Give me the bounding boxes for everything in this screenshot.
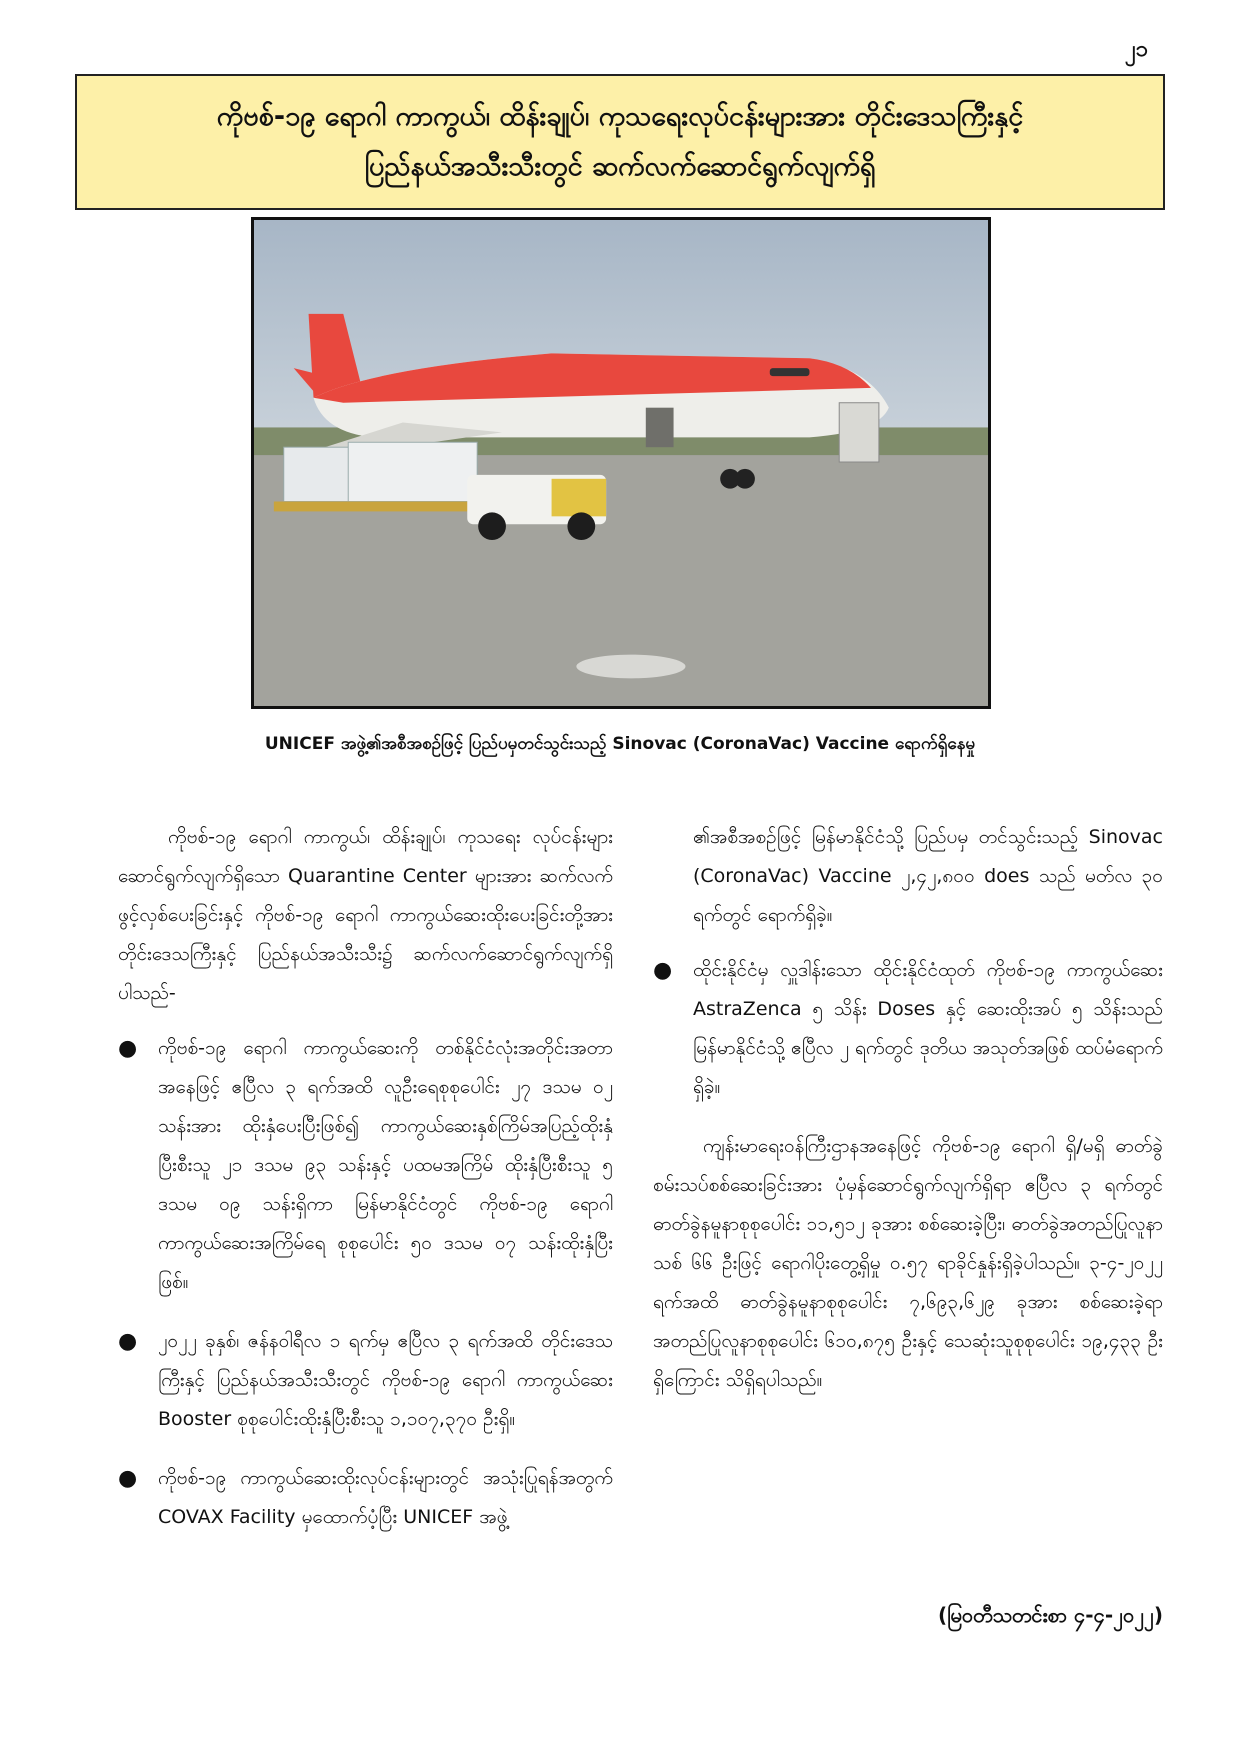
photo-caption: UNICEF အဖွဲ့၏အစီအစဉ်ဖြင့် ပြည်ပမှတင်သွင်းသည့် Sinovac (CoronaVac) Vaccine ရောက်ရှိနေမှု <box>264 734 976 754</box>
headline-line-2: ပြည်နယ်အသီးသီးတွင် ဆက်လက်ဆောင်ရွက်လျက်ရှိ <box>364 151 876 182</box>
right-bullet-list <box>653 951 1163 1107</box>
continued-bullet-text: ၏အစီအစဉ်ဖြင့် မြန်မာနိုင်ငံသို့ ပြည်ပမှ တင်သွင်းသည့် Sinovac (CoronaVac) Vaccine ၂,၄၂,၈၀၀ does သည် မတ်လ ၃၀ ရက်တွင် ရောက်ရှိခဲ့။ <box>693 826 1163 926</box>
list-item <box>118 1459 613 1537</box>
left-bullet-list <box>118 1029 613 1537</box>
page-number: ၂၁ <box>1124 37 1148 62</box>
list-item <box>118 1029 613 1302</box>
bullet-dot-icon: ● <box>118 1466 138 1491</box>
source-credit: (မြဝတီသတင်းစာ ၄-၄-၂၀၂၂) <box>937 1603 1163 1627</box>
list-item-text: ထိုင်းနိုင်ငံမှ လှူဒါန်းသော ထိုင်းနိုင်ငံထုတ် ကိုဗစ်-၁၉ ကာကွယ်ဆေး AstraZenca ၅ သိန်း Doses နှင့် ဆေးထိုးအပ် ၅ သိန်းသည် မြန်မာနိုင်ငံသို့ ဧပြီလ ၂ ရက်တွင် ဒုတိယ အသုတ်အဖြစ် ထပ်မံရောက်ရှိခဲ့။ <box>693 959 1163 1098</box>
list-item <box>653 951 1163 1107</box>
bullet-dot-icon: ● <box>118 1329 138 1354</box>
testing-paragraph: ကျန်းမာရေးဝန်ကြီးဌာနအနေဖြင့် ကိုဗစ်-၁၉ ရောဂါ ရှိ/မရှိ ဓာတ်ခွဲစမ်းသပ်စစ်ဆေးခြင်းအား ပုံမှန်ဆောင်ရွက်လျက်ရှိရာ ဧပြီလ ၃ ရက်တွင် ဓာတ်ခွဲနမူနာစုစုပေါင်း ၁၁,၅၁၂ ခုအား စစ်ဆေးခဲ့ပြီး၊ ဓာတ်ခွဲအတည်ပြုလူနာသစ် ၆၆ ဦးဖြင့် ရောဂါပိုးတွေ့ရှိမှု ၀.၅၇ ရာခိုင်နှုန်းရှိခဲ့ပါသည်။ ၃-၄-၂၀၂၂ ရက်အထိ ဓာတ်ခွဲနမူနာစုစုပေါင်း ၇,၆၉၃,၆၂၉ ခုအား စစ်ဆေးခဲ့ရာ အတည်ပြုလူနာစုစုပေါင်း ၆၁၀,၈၇၅ ဦးနှင့် သေဆုံးသူစုစုပေါင်း ၁၉,၄၃၃ ဦးရှိကြောင်း သိရှိရပါသည်။ <box>653 1135 1163 1391</box>
list-item-text: ၂၀၂၂ ခုနှစ်၊ ဇန်နဝါရီလ ၁ ရက်မှ ဧပြီလ ၃ ရက်အထိ တိုင်းဒေသကြီးနှင့် ပြည်နယ်အသီးသီးတွင် ကိုဗစ်-၁၉ ရောဂါ ကာကွယ်ဆေး Booster စုစုပေါင်းထိုးနှံပြီးစီးသူ ၁,၁၀၇,၃၇၀ ဦးရှိ။ <box>158 1330 613 1430</box>
list-item-text: ကိုဗစ်-၁၉ ရောဂါ ကာကွယ်ဆေးကို တစ်နိုင်ငံလုံးအတိုင်းအတာအနေဖြင့် ဧပြီလ ၃ ရက်အထိ လူဦးရေစုစုပေါင်း ၂၇ ဒသမ ၀၂ သန်းအား ထိုးနှံပေးပြီးဖြစ်၍ ကာကွယ်ဆေးနှစ်ကြိမ်အပြည့်ထိုးနှံပြီးစီးသူ ၂၁ ဒသမ ၉၃ သန်းနှင့် ပထမအကြိမ် ထိုးနှံပြီးစီးသူ ၅ ဒသမ ၀၉ သန်းရှိကာ မြန်မာနိုင်ငံတွင် ကိုဗစ်-၁၉ ရောဂါ ကာကွယ်ဆေးအကြိမ်ရေ စုစုပေါင်း ၅၀ ဒသမ ၀၇ သန်းထိုးနှံပြီးဖြစ်။ <box>158 1037 613 1293</box>
cargo-pallet-2 <box>348 442 477 501</box>
left-column <box>118 818 613 1557</box>
list-item-text: ကိုဗစ်-၁၉ ကာကွယ်ဆေးထိုးလုပ်ငန်းများတွင် အသုံးပြုရန်အတွက် COVAX Facility မှထောက်ပံ့ပြီး UNICEF အဖွဲ့ <box>158 1467 613 1528</box>
bullet-dot-icon: ● <box>118 1036 138 1061</box>
airplane-cargo-illustration <box>254 220 988 706</box>
headline-box <box>75 74 1165 210</box>
bullet-dot-icon: ● <box>653 958 673 983</box>
list-item <box>118 1322 613 1439</box>
headline-line-1: ကိုဗစ်-၁၉ ရောဂါ ကာကွယ်၊ ထိန်းချုပ်၊ ကုသရေးလုပ်ငန်းများအား တိုင်းဒေသကြီးနှင့် <box>216 101 1024 132</box>
intro-paragraph: ကိုဗစ်-၁၉ ရောဂါ ကာကွယ်၊ ထိန်းချုပ်၊ ကုသရေး လုပ်ငန်းများ ဆောင်ရွက်လျက်ရှိသော Quarantine Center များအား ဆက်လက်ဖွင့်လှစ်ပေးခြင်းနှင့် ကိုဗစ်-၁၉ ရောဂါ ကာကွယ်ဆေးထိုးပေးခြင်းတို့အား တိုင်းဒေသကြီးနှင့် ပြည်နယ်အသီးသီး၌ ဆက်လက်ဆောင်ရွက်လျက်ရှိပါသည်- <box>118 826 613 1004</box>
right-column <box>653 818 1163 1416</box>
news-photo <box>251 217 991 709</box>
